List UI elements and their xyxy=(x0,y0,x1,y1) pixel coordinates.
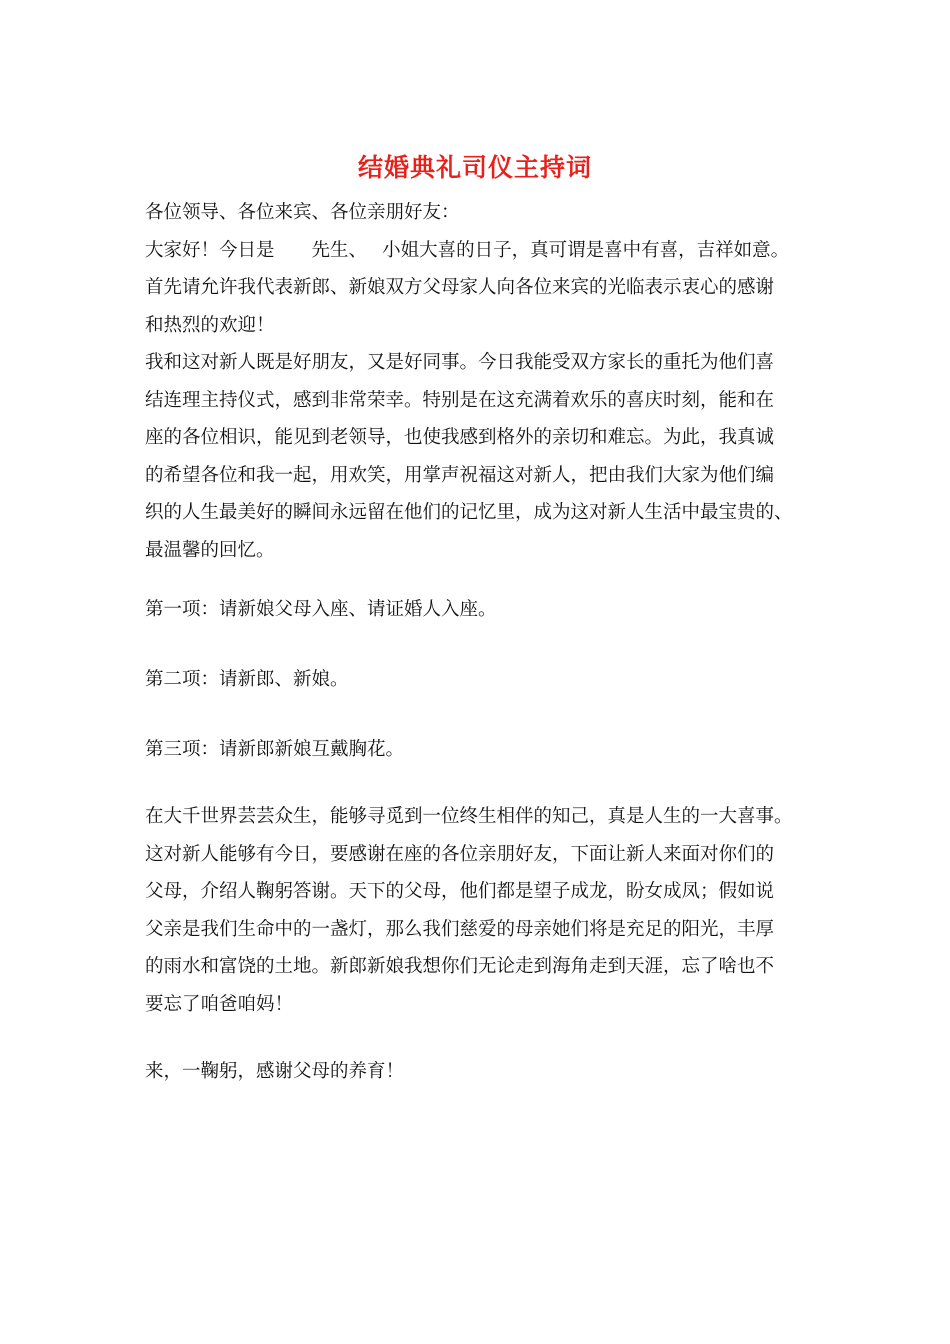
paragraph-line: 大家好！今日是 先生、 小姐大喜的日子，真可谓是喜中有喜，吉祥如意。 xyxy=(145,239,790,261)
closing-line: 来，一鞠躬，感谢父母的养育！ xyxy=(145,1061,405,1082)
paragraph-line: 各位领导、各位来宾、各位亲朋好友： xyxy=(145,202,460,223)
paragraph-line: 父亲是我们生命中的一盏灯，那么我们慈爱的母亲她们将是充足的阳光，丰厚 xyxy=(145,918,775,940)
paragraph-line: 座的各位相识，能见到老领导，也使我感到格外的亲切和难忘。为此，我真诚 xyxy=(145,427,775,448)
document-title: 结婚典礼司仪主持词 xyxy=(357,153,592,182)
paragraph-line: 的希望各位和我一起，用欢笑，用掌声祝福这对新人，把由我们大家为他们编 xyxy=(145,464,775,486)
intro-section xyxy=(145,194,825,569)
parents-section xyxy=(145,798,825,1023)
ceremony-item-3 xyxy=(145,731,825,769)
paragraph-line: 要忘了咱爸咱妈！ xyxy=(145,993,294,1015)
closing-section xyxy=(145,1053,825,1091)
paragraph-line: 父母，介绍人鞠躬答谢。天下的父母，他们都是望子成龙，盼女成凤；假如说 xyxy=(145,881,775,902)
ceremony-item-1 xyxy=(145,591,825,629)
paragraph-line: 首先请允许我代表新郎、新娘双方父母家人向各位来宾的光临表示衷心的感谢 xyxy=(145,277,775,298)
paragraph-line: 和热烈的欢迎！ xyxy=(145,314,275,336)
paragraph-line: 织的人生最美好的瞬间永远留在他们的记忆里，成为这对新人生活中最宝贵的、 xyxy=(145,502,793,523)
paragraph-line: 最温馨的回忆。 xyxy=(145,539,275,561)
ceremony-step: 第二项：请新郎、新娘。 xyxy=(145,669,349,690)
paragraph-line: 结连理主持仪式，感到非常荣幸。特别是在这充满着欢乐的喜庆时刻，能和在 xyxy=(145,389,775,411)
paragraph-line: 在大千世界芸芸众生，能够寻觅到一位终生相伴的知己，真是人生的一大喜事。 xyxy=(145,806,793,827)
paragraph-line: 这对新人能够有今日，要感谢在座的各位亲朋好友，下面让新人来面对你们的 xyxy=(145,843,775,865)
ceremony-item-2 xyxy=(145,661,825,699)
paragraph-line: 的雨水和富饶的土地。新郎新娘我想你们无论走到海角走到天涯，忘了啥也不 xyxy=(145,956,775,977)
ceremony-step: 第一项：请新娘父母入座、请证婚人入座。 xyxy=(145,599,497,620)
paragraph-line: 我和这对新人既是好朋友，又是好同事。今日我能受双方家长的重托为他们喜 xyxy=(145,352,775,373)
ceremony-step: 第三项：请新郎新娘互戴胸花。 xyxy=(145,739,405,760)
